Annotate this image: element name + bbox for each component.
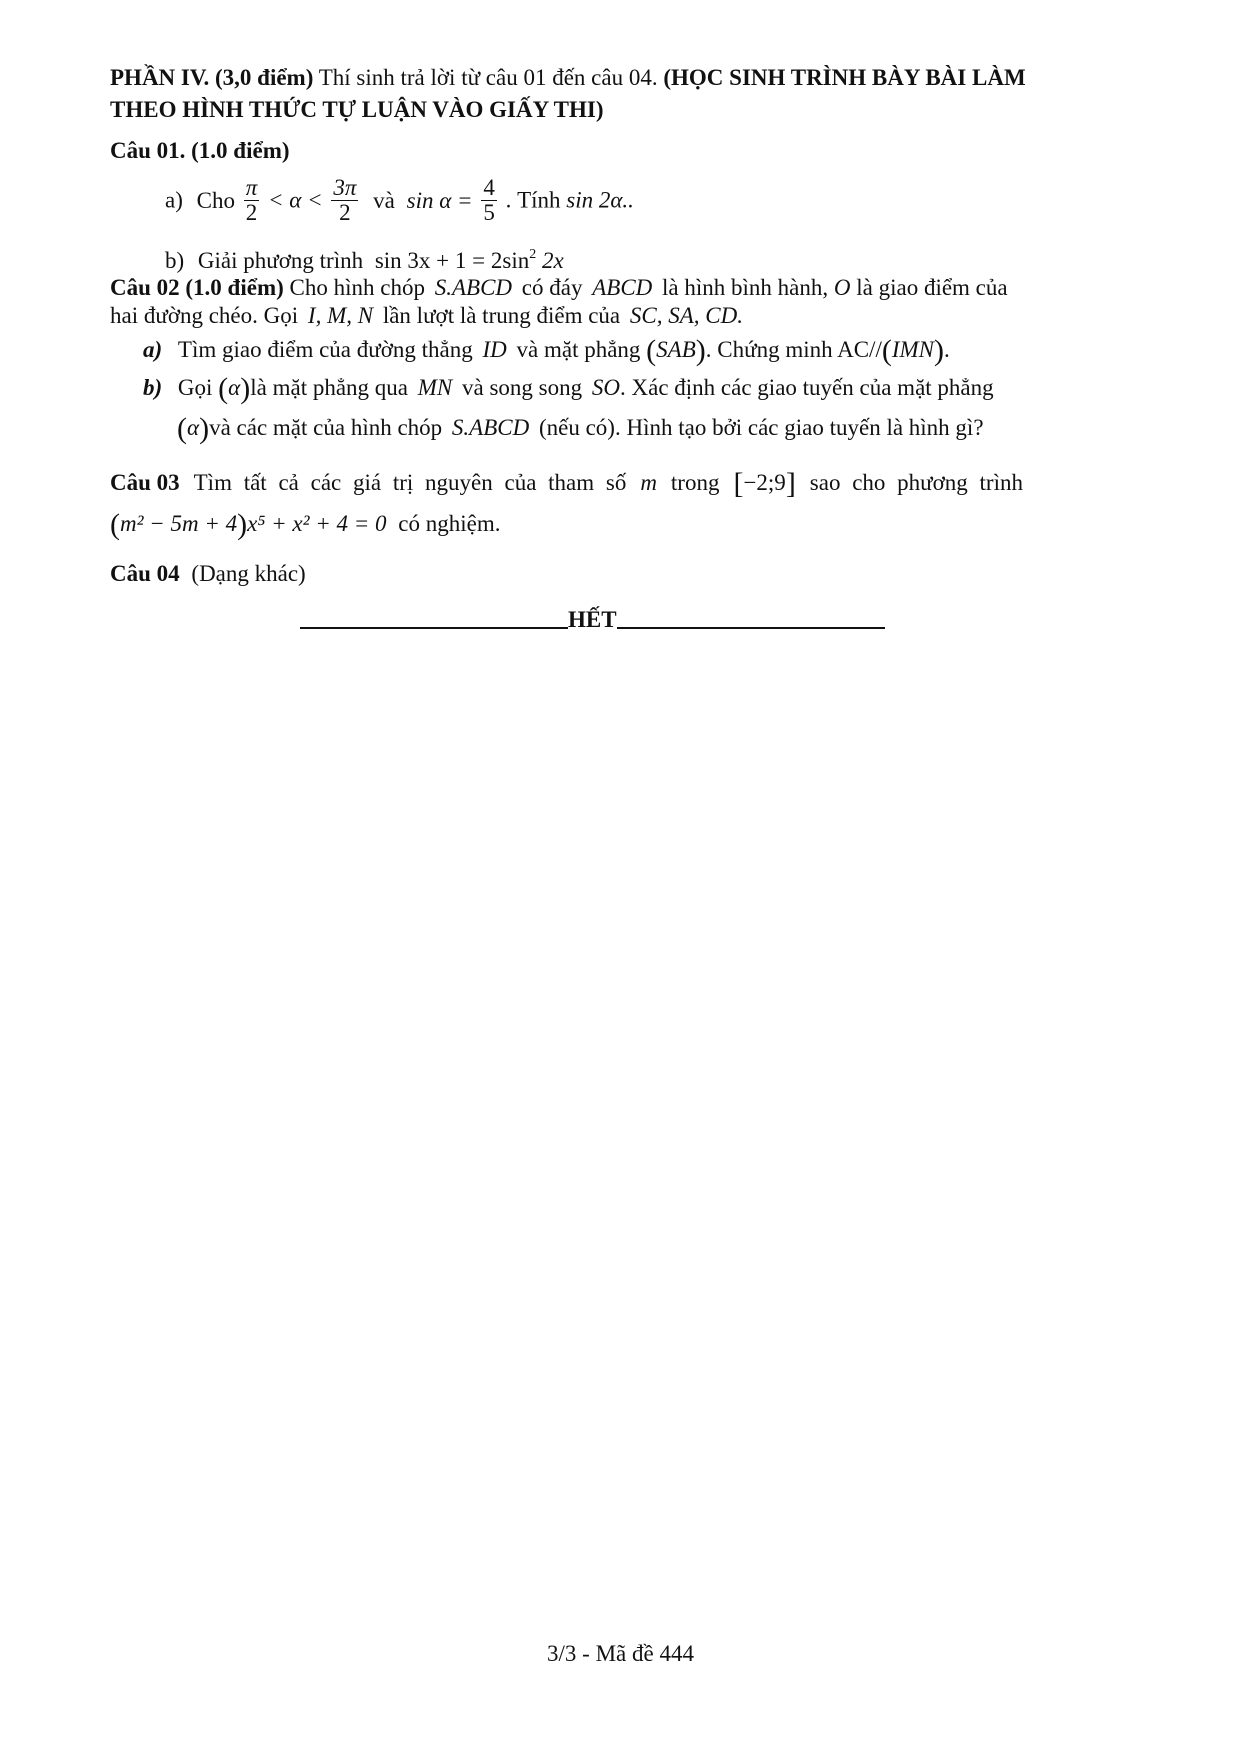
q2-a-paren2-close: ) <box>934 334 945 367</box>
q1-a-cho: Cho <box>196 187 235 213</box>
q2-l1-math-1: S.ABCD <box>434 275 513 300</box>
q2-b-text-4: . Xác định các giao tuyến của mặt phẳng <box>620 375 994 400</box>
q2-a-paren2-open: ( <box>881 334 892 367</box>
q2-a-text-2: và mặt phẳng <box>516 337 641 362</box>
q2-a-math-1: ID <box>482 337 507 362</box>
q2-b-text-1: Gọi <box>177 375 213 400</box>
q2-b-paren-close: ) <box>240 372 251 405</box>
q2-l2-text-2: lần lượt là trung điểm của <box>382 303 621 328</box>
q1-frac2-den: 2 <box>339 200 351 225</box>
q2-a-math-4: IMN <box>891 337 935 362</box>
q1-b-equation: sin 3x + 1 = 2sin <box>374 248 530 273</box>
q1-tinh-expr: sin 2α.. <box>566 187 634 213</box>
q2-l2-text-1: hai đường chéo. Gọi <box>110 303 299 328</box>
q3-poly: m² − 5m + 4 <box>120 511 238 536</box>
q1-inequality: < α < <box>268 187 323 213</box>
q2-a-text-3: . Chứng minh <box>705 337 833 362</box>
q2-line-2 <box>110 302 743 330</box>
q2-b2-text-1: và các mặt của hình chóp <box>209 415 443 440</box>
q2-b2-math-1: S.ABCD <box>451 415 530 440</box>
q2-a-paren-open: ( <box>646 334 657 367</box>
q2-l1-text-4: là giao điểm của <box>856 275 1008 300</box>
q3-paren-open: ( <box>110 508 120 541</box>
q2-l1-text-3: là hình bình hành, <box>662 275 829 300</box>
q1-b-end: 2x <box>541 248 564 273</box>
end-mark-line <box>300 606 885 634</box>
q1-frac3-den: 5 <box>483 200 495 225</box>
page-footer: 3/3 - Mã đề 444 <box>547 1641 694 1666</box>
q2-b2-alpha: α <box>187 415 200 440</box>
q1-frac3-num: 4 <box>483 175 495 200</box>
q2-l1-text-1: Cho hình chóp <box>289 275 425 300</box>
q2-line-1 <box>110 274 1008 302</box>
q2-b-paren-open: ( <box>218 372 229 405</box>
q3-l1-text: Tìm tất cả các giá trị nguyên của tham số <box>193 470 627 495</box>
q2-heading: Câu 02 (1.0 điểm) <box>110 275 284 300</box>
end-mark: HẾT <box>568 607 617 632</box>
q1-b-label: b) <box>165 248 185 273</box>
section-intro: Thí sinh trả lời từ câu 01 đến câu 04. <box>318 65 658 90</box>
q2-a-math-3: AC// <box>837 337 882 362</box>
q3-line-2 <box>110 510 500 539</box>
q2-b2-paren-open: ( <box>177 412 187 445</box>
q3-interval-values: −2;9 <box>743 470 786 495</box>
q3-equation-rest: x⁵ + x² + 4 = 0 <box>247 511 387 536</box>
q2-b-alpha: α <box>228 375 241 400</box>
q3-interval: [−2;9] <box>733 467 796 500</box>
section-line-1 <box>110 64 1026 92</box>
q1-frac-3pi-over-2 <box>331 176 358 225</box>
q3-l2-end: có nghiệm. <box>398 511 501 536</box>
q2-b-text-2: là mặt phẳng qua <box>250 375 409 400</box>
q2-b-text-3: và song song <box>462 375 583 400</box>
q2-b-label: b) <box>143 375 163 400</box>
q1-b-text: Giải phương trình <box>197 248 364 273</box>
q4-line <box>110 560 306 588</box>
q2-part-a <box>143 336 950 365</box>
q1-sin-alpha: sin α = <box>406 187 473 213</box>
q2-b2-text-2: (nếu có). Hình tạo bởi các giao tuyến là hình gì? <box>538 415 984 440</box>
q3-heading: Câu 03 <box>110 470 180 495</box>
q1-frac-pi-over-2 <box>244 176 260 225</box>
q1-va: và <box>373 187 395 213</box>
q1-frac2-num: 3π <box>333 175 357 200</box>
q4-heading: Câu 04 <box>110 561 180 586</box>
end-rule-right <box>617 627 885 629</box>
q1-tinh: . Tính <box>505 187 561 213</box>
q2-l1-text-2: có đáy <box>521 275 583 300</box>
q2-a-math-2: SAB <box>656 337 696 362</box>
q1-heading: Câu 01. (1.0 điểm) <box>110 138 290 163</box>
q2-a-text-1: Tìm giao điểm của đường thẳng <box>177 337 473 362</box>
q2-a-label: a) <box>143 337 163 362</box>
q2-l1-math-2: ABCD <box>592 275 653 300</box>
q1-b-sup: 2 <box>529 247 537 262</box>
q2-part-b <box>143 374 994 403</box>
q4-text: (Dạng khác) <box>191 561 306 586</box>
q1-a-label: a) <box>165 187 183 213</box>
q2-b2-paren-close: ) <box>199 412 210 445</box>
section-note-2: THEO HÌNH THỨC TỰ LUẬN VÀO GIẤY THI) <box>110 97 604 122</box>
q2-b-math-1: MN <box>417 375 453 400</box>
q2-part-b-line-2 <box>177 414 984 443</box>
q2-l1-math-3: O <box>833 275 851 300</box>
q3-l1-m: m <box>640 470 657 495</box>
q3-paren-close: ) <box>237 508 248 541</box>
q2-l2-math-1: I, M, N <box>307 303 374 328</box>
q2-a-paren-close: ) <box>695 334 706 367</box>
end-rule-left <box>300 627 568 629</box>
q3-l1-trong: trong <box>670 470 720 495</box>
q1-frac-4-over-5 <box>481 176 497 225</box>
section-note-1: (HỌC SINH TRÌNH BÀY BÀI LÀM <box>663 65 1026 90</box>
q2-l2-math-2: SC, SA, CD. <box>629 303 743 328</box>
q2-a-end: . <box>944 337 950 362</box>
section-heading: PHẦN IV. (3,0 điểm) <box>110 65 314 90</box>
q3-l1-end: sao cho phương trình <box>809 470 1023 495</box>
q2-b-math-2: SO <box>591 375 621 400</box>
q1-part-b <box>165 241 564 275</box>
q3-line-1 <box>110 469 1023 498</box>
q1-frac1-den: 2 <box>245 200 258 225</box>
q1-frac1-num: π <box>245 175 258 200</box>
q1-part-a <box>165 176 634 225</box>
